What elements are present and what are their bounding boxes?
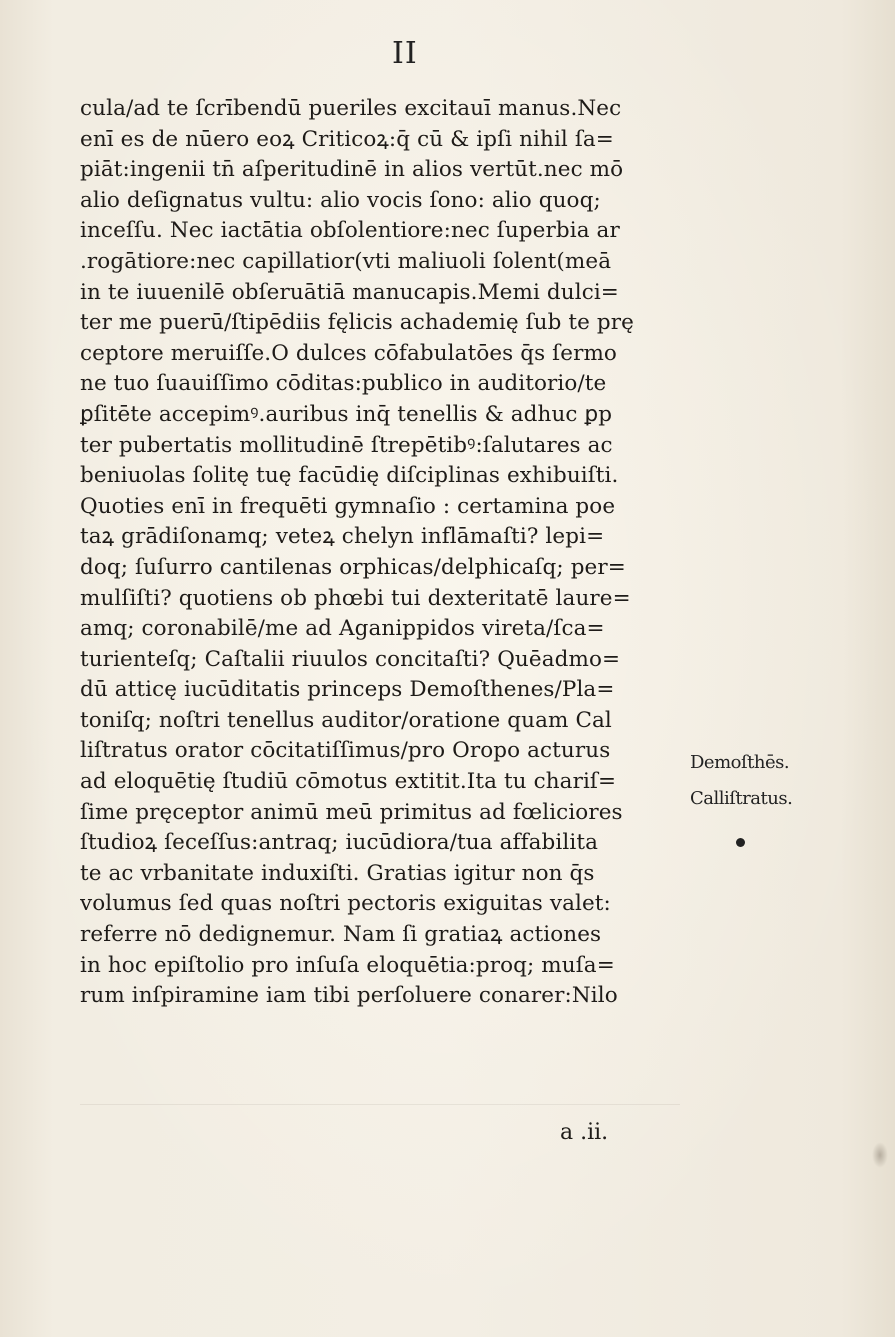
text-line: toniſq; noſtri tenellus auditor/oratione quam Cal — [80, 707, 612, 733]
text-line: alio deſignatus vultu: alio vocis ſono: alio quoq; — [80, 187, 601, 213]
text-line: ꝑſitēte accepimꝰ.auribus inq̄ tenellis & adhuc ꝑp — [80, 401, 613, 427]
text-line: in hoc epiſtolio pro inſuſa eloquētia:proq; muſa= — [80, 952, 615, 978]
text-line: taꝝ grādiſonamq; veteꝝ chelyn inflāmaſti? lepi= — [80, 524, 605, 550]
text-line: piāt:ingenii tn̄ aſperitudinē in alios vertūt.nec mō — [80, 157, 624, 183]
text-line: inceſſu. Nec iactātia obſolentiore:nec ſuperbia ar — [80, 218, 620, 244]
text-line: Quoties enī in frequēti gymnaſio : certamina poe — [80, 493, 616, 519]
text-line: ſime pręceptor animū meū primitus ad fœliciores — [80, 799, 623, 825]
text-line: ne tuo ſuauiſſimo cōditas:publico in auditorio/te — [80, 371, 607, 397]
text-line: ter me puerū/ſtipēdiis fęlicis achademię ſub te prę — [80, 310, 634, 336]
edge-stain-mark — [872, 1142, 888, 1168]
text-line: referre nō dedignemur. Nam ſi gratiaꝝ actiones — [80, 922, 602, 948]
text-line: amq; coronabilē/me ad Aganippidos vireta/ſca= — [80, 616, 605, 642]
text-line: volumus ſed quas noſtri pectoris exiguitas valet: — [80, 891, 611, 917]
text-line: rum inſpiramine iam tibi perſoluere conarer:Nilo — [80, 983, 618, 1009]
text-line: ceptore meruiſſe.O dulces cōfabulatōes q̄s ſermo — [80, 340, 617, 366]
text-line: dū atticę iucūditatis princeps Demoſthenes/Pla= — [80, 677, 615, 703]
text-line: te ac vrbanitate induxiſti. Gratias igitur non q̄s — [80, 860, 595, 886]
page-number: II — [392, 36, 418, 71]
text-line: .rogātiore:nec capillatior(vti maliuoli ſolent(meā — [80, 248, 612, 274]
marginal-note-callistratus: Calliſtratus. — [690, 788, 793, 809]
text-line: mulſiſti? quotiens ob phœbi tui dexteritatē laure= — [80, 585, 631, 611]
text-line: ter pubertatis mollitudinē ſtrepētibꝰ:ſalutares ac — [80, 432, 613, 458]
marginal-note-demosthenes: Demoſthēs. — [690, 752, 790, 773]
text-line: doq; ſuſurro cantilenas orphicas/delphicaſq; per= — [80, 554, 626, 580]
marginal-bullet-mark — [736, 838, 745, 847]
text-line: cula/ad te ſcrībendū pueriles excitauī manus.Nec — [80, 96, 622, 121]
text-line: liſtratus orator cōcitatiſſimus/pro Oropo acturus — [80, 738, 611, 764]
text-line: in te iuuenilē obſeruātiā manucapis.Memi dulci= — [80, 279, 619, 305]
text-line: enī es de nūero eoꝝ Criticoꝝ:q̄ cū & ipſi nihil ſa= — [80, 126, 614, 152]
signature-mark: a .ii. — [560, 1120, 609, 1145]
main-text-block — [80, 94, 700, 1012]
bottom-faint-rule — [80, 1104, 680, 1105]
text-line: turienteſq; Caſtalii riuulos concitaſti? Quēadmo= — [80, 646, 621, 672]
text-line: beniuolas ſolitę tuę facūdię diſciplinas exhibuiſti. — [80, 463, 619, 489]
text-line: ſtudioꝝ ſeceſſus:antraq; iucūdiora/tua affabilita — [80, 830, 598, 856]
text-line: ad eloquētię ſtudiū cōmotus extitit.Ita tu chariſ= — [80, 769, 617, 795]
